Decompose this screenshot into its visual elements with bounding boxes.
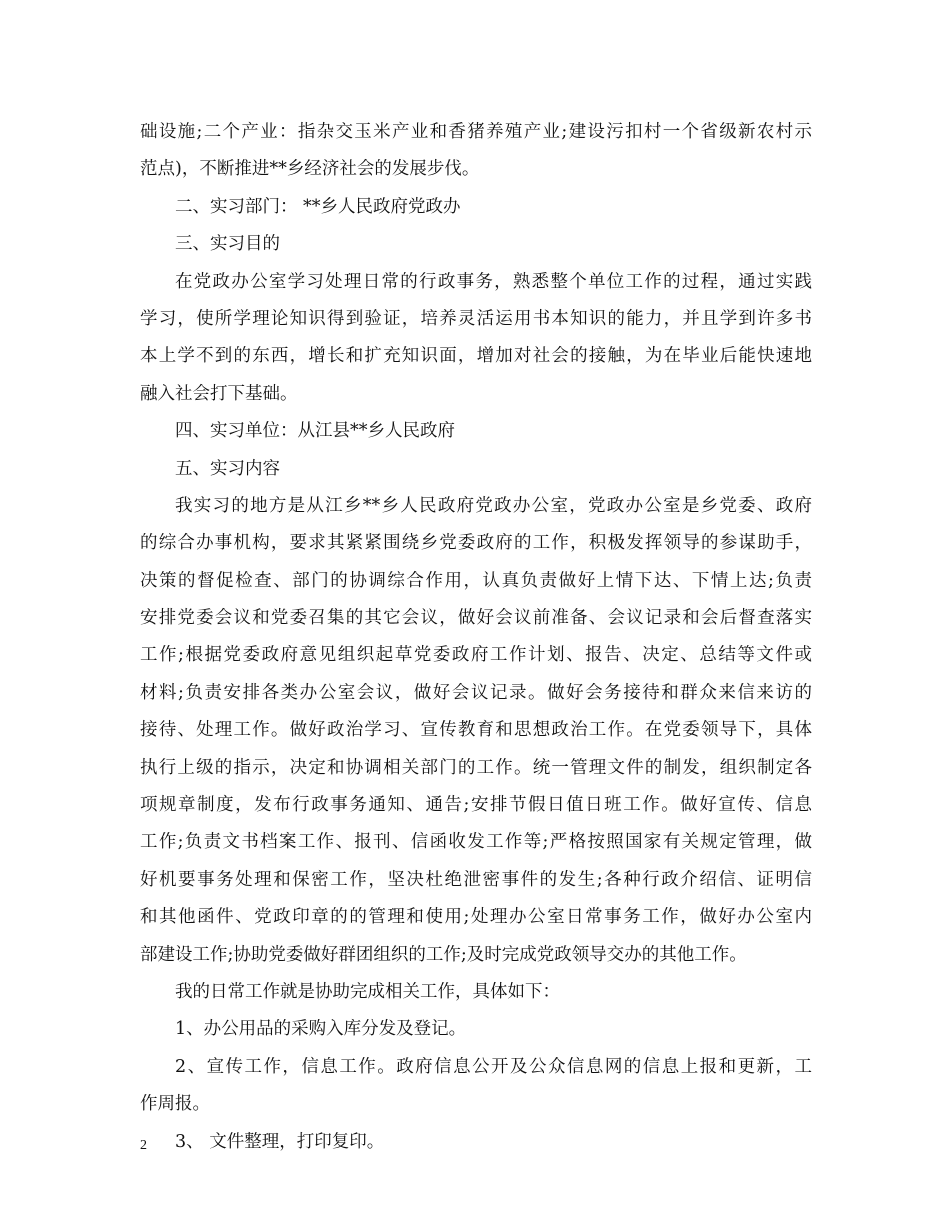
paragraph-line: 材料;负责安排各类办公室会议，做好会议记录。做好会务接待和群众来信来访的 [140,682,812,703]
paragraph-line: 在党政办公室学习处理日常的行政事务，熟悉整个单位工作的过程，通过实践 [175,271,812,292]
page-number: 2 [140,1138,147,1153]
list-item: 2、宣传工作，信息工作。政府信息公开及公众信息网的信息上报和更新，工 [175,1056,812,1077]
paragraph-line: 好机要事务处理和保密工作，坚决杜绝泄密事件的发生;各种行政介绍信、证明信 [140,869,812,890]
section-heading: 五、实习内容 [175,458,280,479]
paragraph-line: 安排党委会议和党委召集的其它会议，做好会议前准备、会议记录和会后督查落实 [140,608,812,629]
paragraph-line: 执行上级的指示，决定和协调相关部门的工作。统一管理文件的制发，组织制定各 [140,757,812,778]
section-heading: 三、实习目的 [175,234,280,255]
paragraph-line: 工作;负责文书档案工作、报刊、信函收发工作等;严格按照国家有关规定管理，做 [140,832,812,853]
paragraph-line: 范点)，不断推进**乡经济社会的发展步伐。 [140,159,480,180]
list-item: 1、办公用品的采购入库分发及登记。 [175,1019,467,1040]
paragraph-line: 我实习的地方是从江乡**乡人民政府党政办公室，党政办公室是乡党委、政府 [175,495,812,516]
section-heading: 二、实习部门： **乡人民政府党政办 [175,196,461,217]
paragraph-line: 本上学不到的东西，增长和扩充知识面，增加对社会的接触，为在毕业后能快速地 [140,346,812,367]
paragraph-line: 决策的督促检查、部门的协调综合作用，认真负责做好上情下达、下情上达;负责 [140,570,812,591]
document-body [140,114,812,1161]
paragraph-line: 融入社会打下基础。 [140,383,298,404]
paragraph-line: 我的日常工作就是协助完成相关工作，具体如下： [175,981,560,1002]
paragraph-line: 工作;根据党委政府意见组织起草党委政府工作计划、报告、决定、总结等文件或 [140,645,812,666]
paragraph-line: 础设施;二个产业：指杂交玉米产业和香猪养殖产业;建设污扣村一个省级新农村示 [140,122,812,142]
paragraph-line: 学习，使所学理论知识得到验证，培养灵活运用书本知识的能力，并且学到许多书 [140,308,812,329]
paragraph-line: 的综合办事机构，要求其紧紧围绕乡党委政府的工作，积极发挥领导的参谋助手， [140,533,812,554]
paragraph-line: 部建设工作;协助党委做好群团组织的工作;及时完成党政领导交办的其他工作。 [140,944,747,965]
list-item: 3、 文件整理，打印复印。 [175,1131,385,1152]
paragraph-line: 项规章制度，发布行政事务通知、通告;安排节假日值日班工作。做好宣传、信息 [140,795,812,816]
paragraph-line: 接待、处理工作。做好政治学习、宣传教育和思想政治工作。在党委领导下，具体 [140,720,812,741]
section-heading: 四、实习单位：从江县**乡人民政府 [175,421,455,442]
list-item-continuation: 作周报。 [140,1094,210,1115]
paragraph-line: 和其他函件、党政印章的的管理和使用;处理办公室日常事务工作，做好办公室内 [140,907,812,928]
